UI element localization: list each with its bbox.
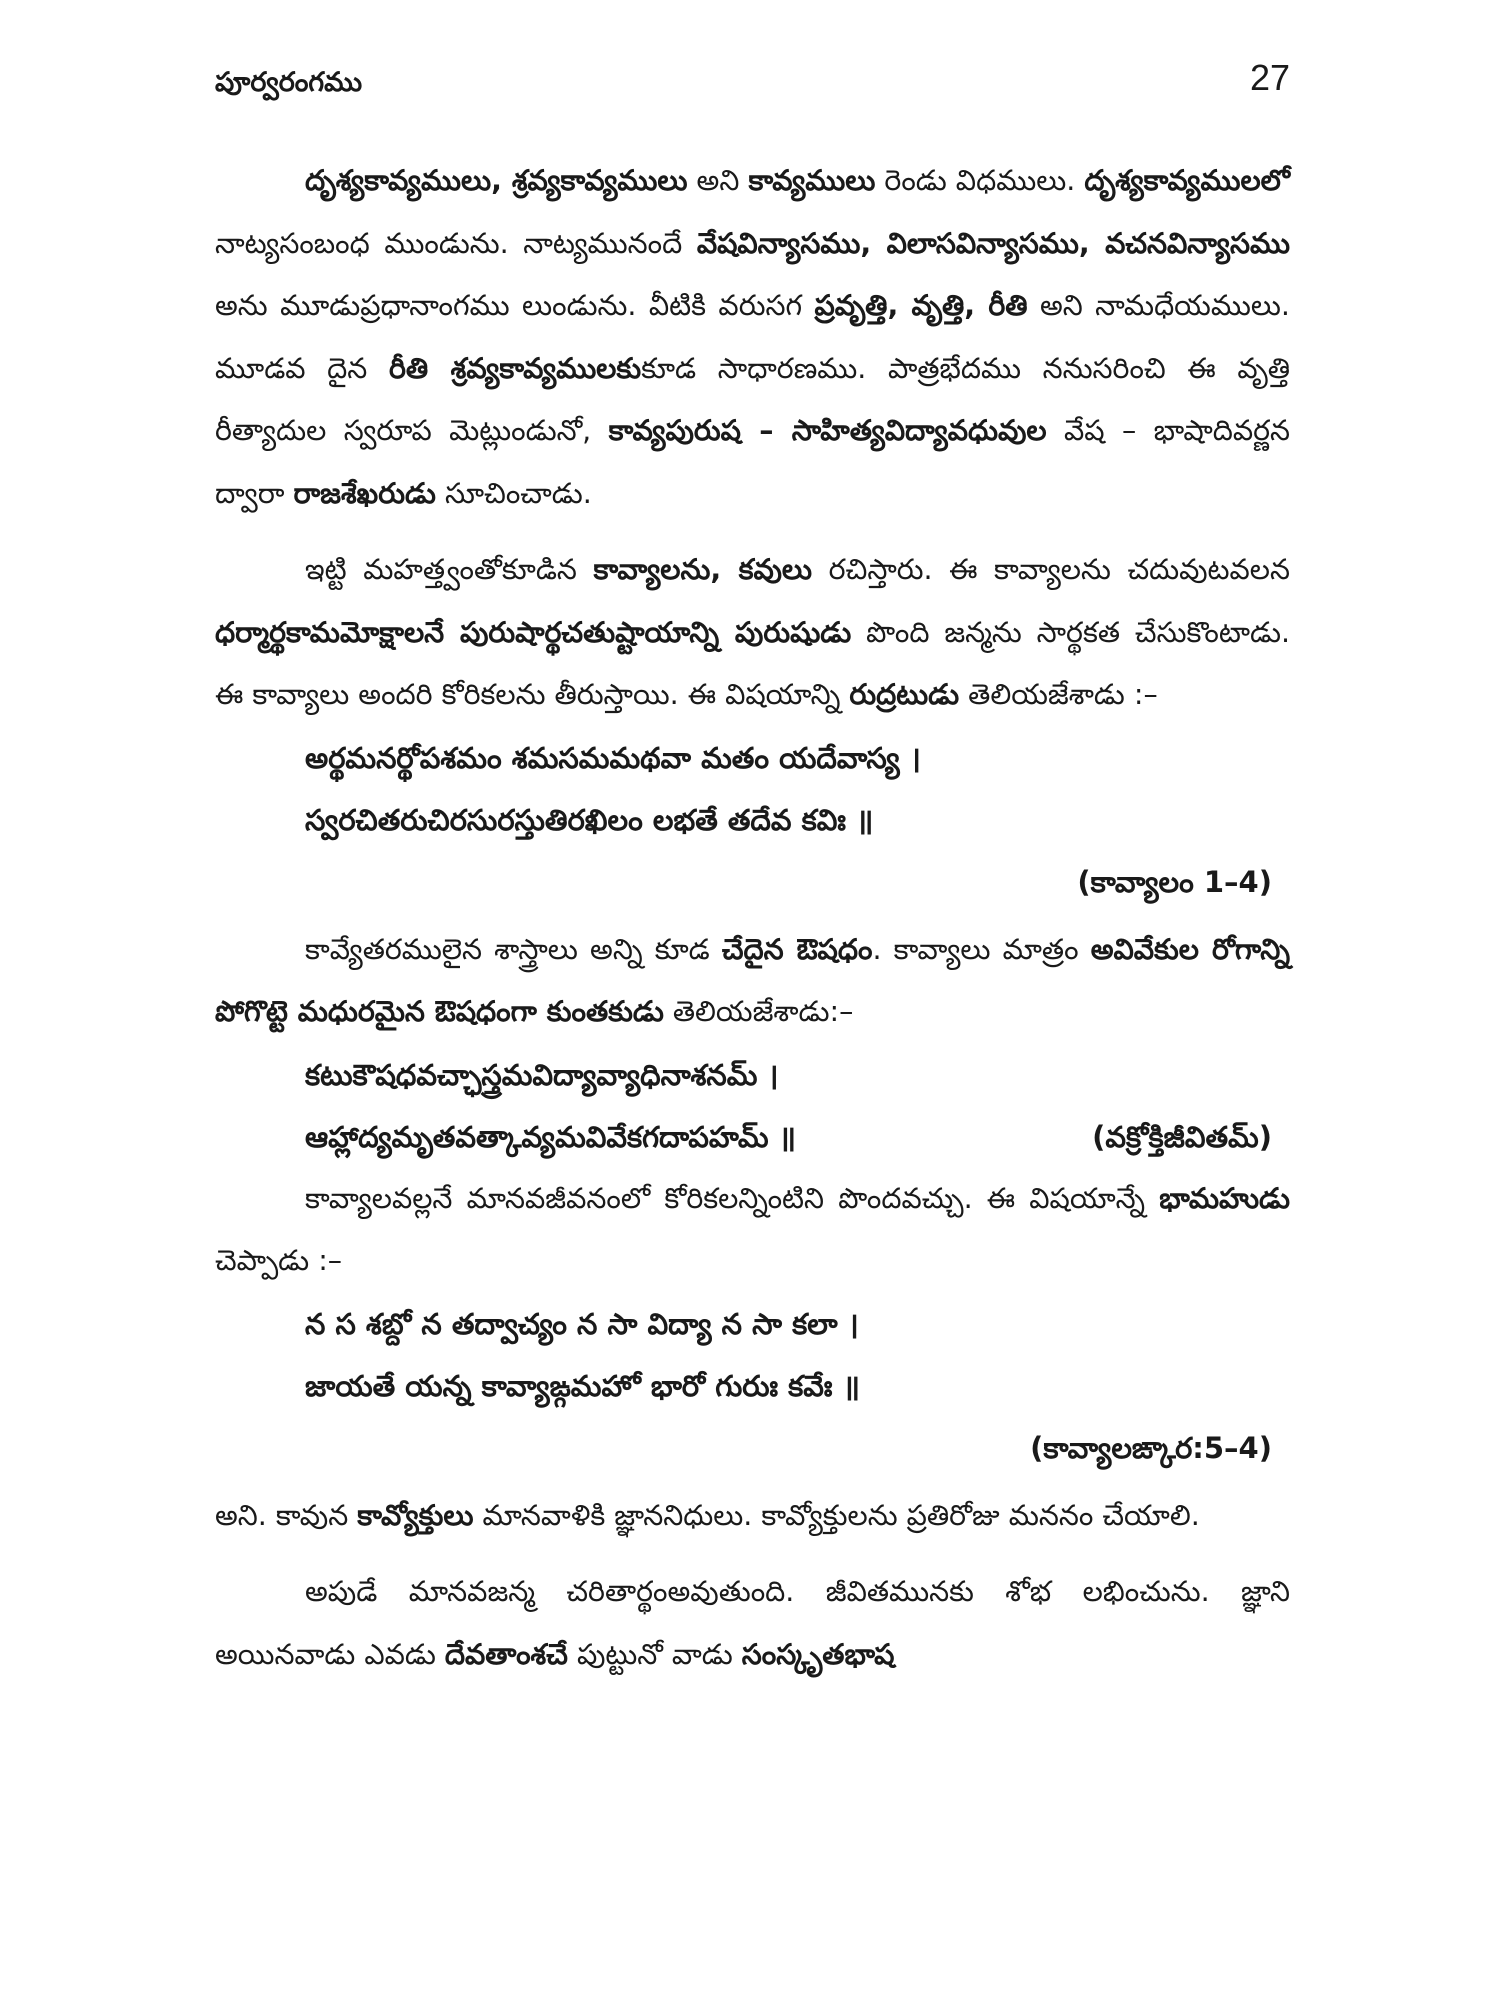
paragraph-2 [215, 539, 1290, 727]
page-number: 27 [1249, 57, 1290, 98]
bold-term: కావ్యపురుష – సాహిత్యవిద్యావధువుల [608, 414, 1047, 447]
text-span: కూడ సాధారణము. పాత్రభేదము ననుసరించి ఈ వృత్తి రీత్యాదుల స్వరూప మెట్లుండునో, [215, 351, 1291, 447]
verse-citation: (కావ్యాలం 1–4) [1077, 864, 1272, 899]
bold-term: కావ్యాలను, కవులు [593, 553, 813, 586]
paragraph-6 [215, 1561, 1290, 1686]
text-span: తెలియజేశాడు :– [959, 678, 1158, 711]
page-body [215, 150, 1290, 1700]
bold-term: రాజశేఖరుడు [293, 476, 436, 510]
bold-term: ధర్మార్థకామమోక్షాలనే పురుషార్థచతుష్టాయాన్ని పురుషుడు [215, 615, 852, 649]
text-span: చెప్పాడు :– [215, 1244, 343, 1277]
bold-term: కావ్యములు [748, 164, 876, 197]
bold-term: రీతి శ్రవ్యకావ్యములకు [388, 351, 642, 385]
verse-line: అర్థమనర్థోపశమం శమసమమథవా మతం యదేవాస్య । [305, 740, 921, 775]
text-span: అపుడే మానవజన్మ చరితార్థంఅవుతుంది. జీవితమునకు శోభ లభించును. జ్ఞాని అయినవాడు ఎవడు [215, 1575, 1290, 1671]
paragraph-3 [215, 919, 1290, 1044]
text-span: నాట్యసంబంధ ముండును. నాట్యమునందే [215, 226, 697, 260]
text-span: . కావ్యాలు మాత్రం [872, 932, 1091, 966]
text-span: పుట్టునో వాడు [567, 1637, 742, 1671]
text-span: ఇట్టి మహత్త్వంతోకూడిన [305, 553, 594, 586]
text-span: అని నామధేయములు. మూడవ దైన [215, 289, 1290, 385]
bold-term: కావ్యోక్తులు [357, 1498, 474, 1532]
bold-term: చేదైన ఔషధం [721, 932, 873, 966]
bold-term: రుద్రటుడు [849, 678, 960, 711]
text-span: అని. కావున [215, 1498, 358, 1532]
bold-term: దృశ్యకావ్యములలో [1084, 164, 1290, 197]
text-span: మానవాళికి జ్ఞాననిధులు. కావ్యోక్తులను ప్రతిరోజు మననం చేయాలి. [473, 1498, 1200, 1532]
bold-term: సంస్కృతభాష [741, 1637, 895, 1671]
paragraph-4 [215, 1168, 1290, 1293]
bold-term: వేషవిన్యాసము, విలాసవిన్యాసము, వచనవిన్యాసము [696, 226, 1290, 260]
bold-term: ప్రవృత్తి, వృత్తి, రీతి [814, 289, 1028, 322]
text-span: కావ్యేతరములైన శాస్త్రాలు అన్ని కూడ [305, 932, 722, 966]
text-span: రచిస్తారు. ఈ కావ్యాలను చదువుటవలన [812, 553, 1291, 586]
text-span: అను మూడుప్రధానాంగము లుండును. వీటికి వరుసగ [215, 289, 815, 322]
bold-term: దేవతాంశచే [444, 1637, 568, 1671]
page-header [215, 55, 1290, 115]
text-span: వేష – భాషాదివర్ణన ద్వారా [215, 414, 1291, 510]
verse-citation: (కావ్యాలఙ్కార:5–4) [1030, 1430, 1272, 1465]
verse-line: జాయతే యన్న కావ్యాఙ్గమహో భారో గురుః కవేః ॥ [305, 1368, 860, 1403]
text-span: కావ్యాలవల్లనే మానవజీవనంలో కోరికలన్నింటిని పొందవచ్చు. ఈ విషయాన్నే [305, 1181, 1160, 1215]
verse-line-with-citation [215, 1106, 1290, 1168]
running-title: పూర్వరంగము [215, 67, 363, 98]
bold-term: అవివేకుల రోగాన్ని పోగొట్టె మధురమైన ఔషధంగా కుంతకుడు [215, 932, 1290, 1028]
verse-line: స్వరచితరుచిరసురస్తుతిరఖిలం లభతే తదేవ కవిః ॥ [305, 802, 874, 837]
bold-term: దృశ్యకావ్యములు, శ్రవ్యకావ్యములు [305, 164, 688, 197]
text-span: తెలియజేశాడు:– [663, 995, 854, 1028]
text-span: సూచించాడు. [435, 476, 592, 510]
text-span: పొంది జన్మను సార్థకత చేసుకొంటాడు. ఈ కావ్యాలు అందరి కోరికలను తీరుస్తాయి. ఈ విషయాన్ని [215, 615, 1291, 711]
verse-citation: (వక్రోక్తిజీవితమ్) [1092, 1119, 1272, 1154]
paragraph-1 [215, 150, 1290, 525]
verse-line: న స శబ్దో న తద్వాచ్యం న సా విద్యా న సా కలా । [305, 1306, 859, 1341]
paragraph-5 [215, 1485, 1290, 1548]
verse-line: ఆహ్లాద్యమృతవత్కావ్యమవివేకగదాపహమ్ ॥ [305, 1119, 796, 1154]
text-span: రెండు విధములు. [875, 164, 1085, 197]
bold-term: భామహుడు [1159, 1181, 1290, 1215]
verse-line: కటుకౌషధవచ్ఛాస్త్రమవిద్యావ్యాధినాశనమ్ । [305, 1057, 779, 1092]
text-span: అని [687, 164, 749, 197]
